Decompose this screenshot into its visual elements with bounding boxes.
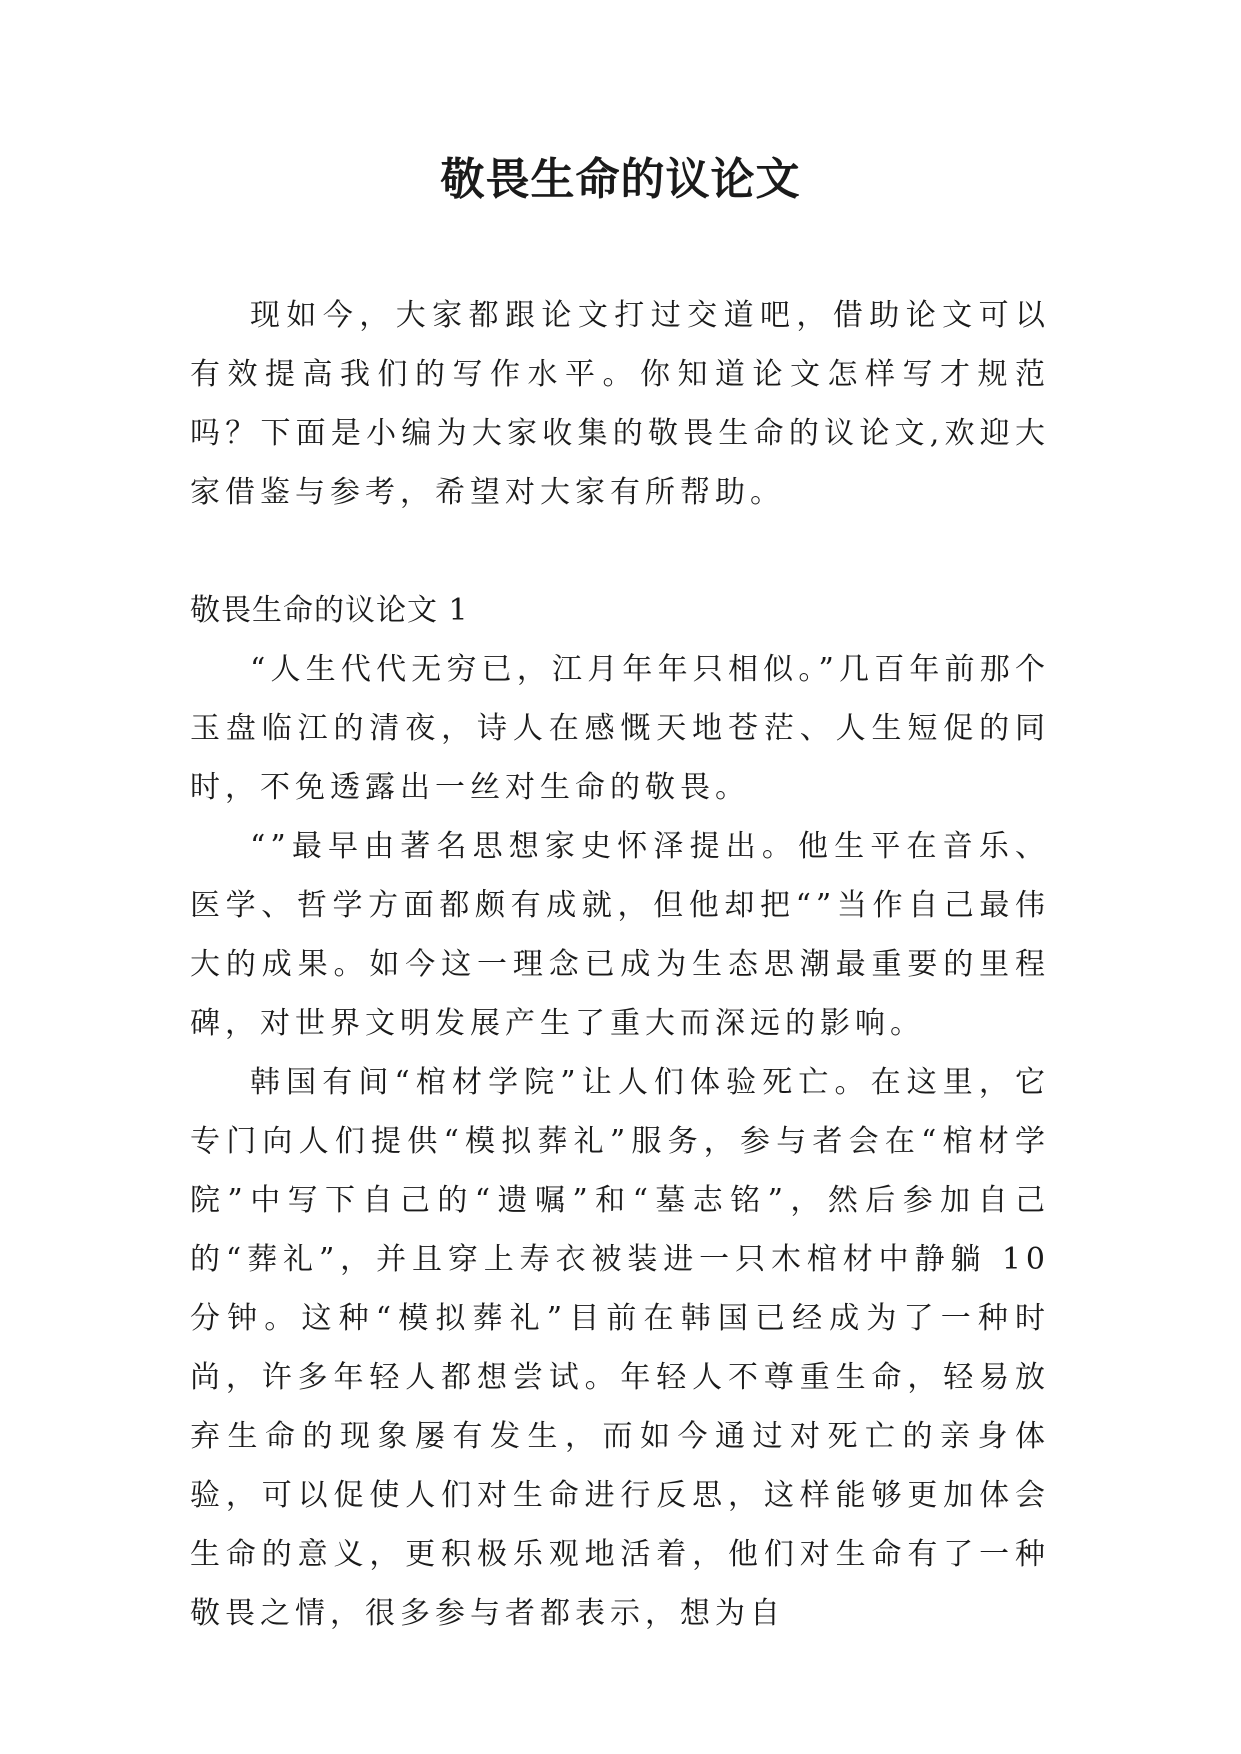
intro-paragraph: 现如今，大家都跟论文打过交道吧，借助论文可以有效提高我们的写作水平。你知道论文怎样写才规范吗？下面是小编为大家收集的敬畏生命的议论文,欢迎大家借鉴与参考，希望对大家有所帮助。 xyxy=(190,298,1050,510)
body-paragraph-3: 韩国有间“棺材学院”让人们体验死亡。在这里，它专门向人们提供“模拟葬礼”服务，参与者会在“棺材学院”中写下自己的“遗嘱”和“墓志铭”，然后参加自己的“葬礼”，并且穿上寿衣被装进一只木棺材中静躺 10 分钟。这种“模拟葬礼”目前在韩国已经成为了一种时尚，许多年轻人都想尝试。年轻人不尊重生命，轻易放弃生命的现象屡有发生，而如今通过对死亡的亲身体验，可以促使人们对生命进行反思，这样能够更加体会生命的意义，更积极乐观地活着，他们对生命有了一种敬畏之情，很多参与者都表示，想为自 xyxy=(190,1065,1050,1631)
section-heading: 敬畏生命的议论文 1 xyxy=(190,593,469,628)
document-body xyxy=(190,286,1050,1643)
document-title: 敬畏生命的议论文 xyxy=(440,154,801,205)
body-paragraph-1: “人生代代无穷已，江月年年只相似。”几百年前那个玉盘临江的清夜，诗人在感慨天地苍茫、人生短促的同时，不免透露出一丝对生命的敬畏。 xyxy=(190,652,1050,805)
body-paragraph-2: “”最早由著名思想家史怀泽提出。他生平在音乐、医学、哲学方面都颇有成就，但他却把“”当作自己最伟大的成果。如今这一理念已成为生态思潮最重要的里程碑，对世界文明发展产生了重大而深远的影响。 xyxy=(190,829,1050,1041)
